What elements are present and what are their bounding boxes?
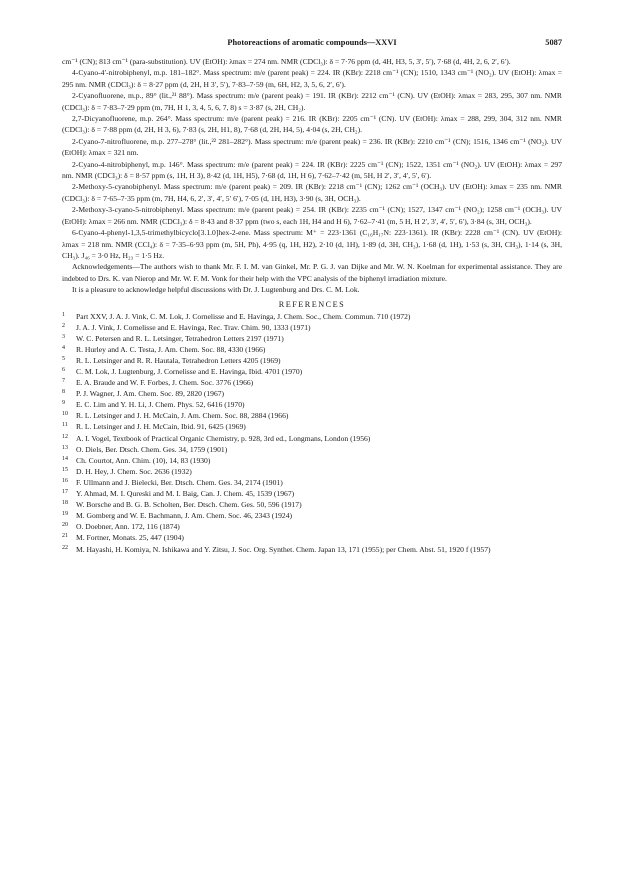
reference-number: 18 [62, 500, 68, 507]
reference-text: W. Borsche and B. G. B. Scholten, Ber. Dtsch. Chem. Ges. 50, 596 (1917) [76, 500, 302, 510]
reference-item [62, 510, 562, 521]
paragraph: 6-Cyano-4-phenyl-1,3,5-trimethylbicyclo[3.1.0]hex-2-ene. Mass spectrum: M⁺ = 223·1361 (C₁₆H₁₇N: 223·1361). IR (KBr): 2228 cm⁻¹ (CN). UV (EtOH): λmax = 218 nm. NMR (CCl₄): δ = 7·35–6·93 ppm (m, 5H, Ph), 4·95 (q, 1H, H2), 2·10 (d, 1H), 1·89 (d, 3H, CH₃), 1·68 (d, 1H), 1·53 (s, 3H, CH₃), 1·14 (s, 3H, CH₃). J₄₆ = 3·0 Hz, H₂₃ = 1·5 Hz. [62, 228, 562, 260]
reference-text: M. Gomberg and W. E. Bachmann, J. Am. Chem. Soc. 46, 2343 (1924) [76, 511, 293, 521]
running-title: Photoreactions of aromatic compounds—XXVI [227, 38, 397, 47]
reference-number: 4 [62, 344, 65, 351]
reference-item [62, 444, 562, 455]
reference-text: R. L. Letsinger and R. R. Hautala, Tetrahedron Letters 4205 (1969) [76, 355, 281, 365]
reference-number: 14 [62, 455, 68, 462]
reference-item [62, 544, 562, 555]
paragraph: 2-Methoxy-3-cyano-5-nitrobiphenyl. Mass spectrum: m/e (parent peak) = 254. IR (KBr): 2235 cm⁻¹ (CN); 1527, 1347 cm⁻¹ (NO₂); 1258 cm⁻¹ (OCH₃). UV (EtOH): λmax = 266 nm. NMR (CDCl₃): δ = 8·43 and 8·37 ppm (two s, each 1H, H4 and H 6), 7·62–7·41 (m, 5 H, H 2′, 3′, 4′, 5′, 6′), 3·84 (s, 3H, OCH₃). [62, 205, 562, 226]
reference-list [62, 311, 562, 555]
reference-text: Y. Ahmad, M. I. Qureski and M. I. Baig, Can. J. Chem. 45, 1539 (1967) [76, 489, 295, 499]
references-heading: REFERENCES [278, 299, 346, 309]
reference-text: R. L. Letsinger and J. H. McCain, J. Am. Chem. Soc. 88, 2884 (1966) [76, 411, 289, 421]
reference-item [62, 455, 562, 466]
experimental-text [62, 56, 562, 296]
reference-text: F. Ullmann and J. Bielecki, Ber. Dtsch. Chem. Ges. 34, 2174 (1901) [76, 477, 283, 487]
reference-text: R. Hurley and A. C. Testa, J. Am. Chem. Soc. 88, 4330 (1966) [76, 344, 266, 354]
reference-number: 13 [62, 444, 68, 451]
paragraph: 4-Cyano-4′-nitrobiphenyl, m.p. 181–182°. Mass spectrum: m/e (parent peak) = 224. IR (KBr): 2218 cm⁻¹ (CN); 1510, 1343 cm⁻¹ (NO₂). UV (EtOH): λmax = 295 nm. NMR (CDCl₃): δ = 8·27 ppm (d, 2H, H 3′, 5′), 7·83–7·59 (m, 6H, H2, 3, 5, 6, 2′, 6′). [62, 68, 562, 89]
reference-text: J. A. J. Vink, J. Cornelisse and E. Havinga, Rec. Trav. Chim. 90, 1333 (1971) [76, 322, 311, 332]
reference-number: 5 [62, 355, 65, 362]
reference-item [62, 344, 562, 355]
reference-number: 2 [62, 322, 65, 329]
paragraph: 2,7-Dicyanofluorene, m.p. 264°. Mass spectrum: m/e (parent peak) = 216. IR (KBr): 2205 cm⁻¹ (CN). UV (EtOH): λmax = 288, 299, 304, 312 nm. NMR (CDCl₃): δ = 7·88 ppm (d, 2H, H 3, 6), 7·83 (s, 2H, H1, 8), 7·68 (d, 2H, H4, 5), 4·04 (s, 2H, CH₂). [62, 114, 562, 135]
running-header [62, 38, 562, 52]
reference-number: 7 [62, 378, 65, 385]
reference-number: 3 [62, 333, 65, 340]
reference-text: O. Diels, Ber. Dtsch. Chem. Ges. 34, 1759 (1901) [76, 444, 228, 454]
reference-item [62, 333, 562, 344]
reference-item [62, 466, 562, 477]
reference-number: 8 [62, 389, 65, 396]
reference-text: M. Hayashi, H. Komiya, N. Ishikawa and Y. Zitsu, J. Soc. Org. Synthet. Chem. Japan 13, 171 (1955); per Chem. Abst. 51, 1920 f (1957) [76, 544, 491, 554]
reference-number: 6 [62, 367, 65, 373]
reference-item [62, 322, 562, 333]
reference-text: E. A. Braude and W. F. Forbes, J. Chem. Soc. 3776 (1966) [76, 378, 254, 388]
paragraph: 2-Methoxy-5-cyanobiphenyl. Mass spectrum: m/e (parent peak) = 209. IR (KBr): 2218 cm⁻¹ (CN); 1262 cm⁻¹ (OCH₃). UV (EtOH): λmax = 235 nm. NMR (CDCl₃): δ = 7·65–7·35 ppm (m, 7H, H4, 6, 2′, 3′, 4′, 5′ 6′), 7·05 (d, 1H, H3), 3·90 (s, 3H, OCH₃). [62, 182, 562, 203]
paragraph: cm⁻¹ (CN); 813 cm⁻¹ (para-substitution). UV (EtOH): λmax = 274 nm. NMR (CDCl₃): δ = 7·76 ppm (d, 4H, H3, 5, 3′, 5′), 7·68 (d, 4H, 2, 6, 2′, 6′). [62, 57, 511, 66]
reference-item [62, 410, 562, 421]
page-number: 5087 [545, 38, 562, 47]
reference-text: Ch. Courtot, Ann. Chim. (10), 14, 83 (1930) [76, 455, 211, 465]
paragraph: 2-Cyano-4-nitrobiphenyl, m.p. 146°. Mass spectrum: m/e (parent peak) = 224. IR (KBr): 2225 cm⁻¹ (CN); 1522, 1351 cm⁻¹ (NO₂). UV (EtOH): λmax = 297 nm. NMR (CDCl₃): δ = 8·57 ppm (s, 1H, H 3), 8·42 (d, 1H, H5), 7·68 (d, 1H, H 6), 7·62–7·42 (m, 5H, H 2′, 3′, 4′, 5′, 6′). [62, 159, 562, 181]
reference-number: 10 [62, 411, 68, 418]
paragraph: Acknowledgements—The authors wish to thank Mr. F. I. M. van Ginkel, Mr. P. G. J. van Dijke and Mr. W. N. Koelman for experimental assistance. They are indebted to Drs. K. van Nierop and Mr. W. F. M. Vonk for their help with the VPC analysis of the biphenyl irradiation mixture. [62, 262, 562, 283]
reference-text: W. C. Petersen and R. L. Letsinger, Tetrahedron Letters 2197 (1971) [76, 333, 284, 343]
reference-item [62, 399, 562, 410]
reference-text: E. C. Lim and Y. H. Li, J. Chem. Phys. 52, 6416 (1970) [76, 400, 245, 410]
reference-item [62, 355, 562, 366]
reference-item [62, 521, 562, 532]
reference-text: R. L. Letsinger and J. H. McCain, Ibid. 91, 6425 (1969) [76, 422, 246, 432]
reference-number: 12 [62, 433, 68, 440]
reference-item [62, 532, 562, 543]
reference-number: 21 [62, 533, 68, 540]
reference-text: P. J. Wagner, J. Am. Chem. Soc. 89, 2820 (1967) [76, 389, 225, 399]
reference-text: D. H. Hey, J. Chem. Soc. 2636 (1932) [76, 466, 192, 476]
reference-text: M. Fortner, Monats. 25, 447 (1904) [76, 533, 184, 543]
reference-number: 19 [62, 511, 68, 518]
reference-number: 9 [62, 400, 65, 407]
reference-text: C. M. Lok, J. Lugtenburg, J. Cornelisse and E. Havinga, Ibid. 4701 (1970) [76, 367, 303, 376]
paragraph: It is a pleasure to acknowledge helpful discussions with Dr. J. Lugtenburg and Drs. C. M. Lok. [72, 285, 360, 295]
reference-item [62, 366, 562, 377]
reference-item [62, 377, 562, 388]
reference-number: 22 [62, 544, 68, 551]
paragraph: 2-Cyano-7-nitrofluorene, m.p. 277–278° (lit.,²² 281–282°). Mass spectrum: m/e (parent peak) = 236. IR (KBr): 2210 cm⁻¹ (CN); 1516, 1346 cm⁻¹ (NO₂). UV (EtOH): λmax = 321 nm. [62, 136, 562, 158]
reference-number: 11 [62, 422, 68, 429]
reference-item [62, 477, 562, 488]
reference-item [62, 421, 562, 432]
reference-number: 1 [62, 311, 65, 318]
paragraph: 2-Cyanofluorene, m.p., 89° (lit.,²¹ 88°). Mass spectrum: m/e (parent peak) = 191. IR (KBr): 2212 cm⁻¹ (CN). UV (EtOH): λmax = 283, 295, 307 nm. NMR (CDCl₃): δ = 7·83–7·29 ppm (m, 7H, H 1, 3, 4, 5, 6, 7, 8) s = 3·87 (s, 2H, CH₂). [62, 91, 562, 112]
reference-number: 20 [62, 522, 68, 529]
journal-page [62, 38, 562, 555]
reference-item [62, 388, 562, 399]
reference-text: Part XXV, J. A. J. Vink, C. M. Lok, J. Cornelisse and E. Havinga, J. Chem. Soc., Chem. Commun. 710 (1972) [76, 311, 411, 321]
reference-number: 16 [62, 477, 68, 484]
reference-number: 17 [62, 489, 68, 496]
reference-item [62, 488, 562, 499]
reference-text: O. Doebner, Ann. 172, 116 (1874) [76, 522, 180, 532]
reference-number: 15 [62, 466, 68, 473]
reference-item [62, 433, 562, 444]
reference-text: A. I. Vogel, Textbook of Practical Organic Chemistry, p. 928, 3rd ed., Longmans, London (1956) [76, 433, 371, 443]
reference-item [62, 311, 562, 322]
reference-item [62, 499, 562, 510]
